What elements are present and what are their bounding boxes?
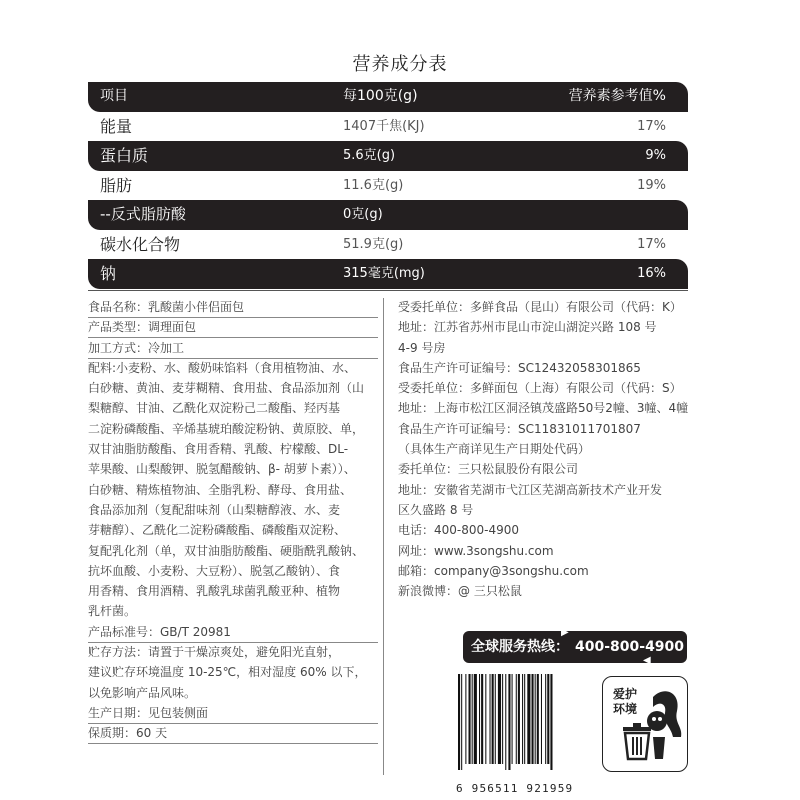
info-rule bbox=[88, 743, 378, 744]
header-item: 项目 bbox=[100, 88, 128, 104]
eco-line-2: 环境 bbox=[613, 702, 638, 716]
row-name: 能量 bbox=[100, 116, 133, 136]
info-line: 产品标准号：GB/T 20981 bbox=[88, 624, 231, 639]
row-name: 碳水化合物 bbox=[100, 234, 181, 254]
info-line: 芽糖醇）、乙酰化二淀粉磷酸酯、磷酸酯双淀粉、 bbox=[88, 523, 347, 538]
info-line: 抗坏血酸、小麦粉、大豆粉）、脱氢乙酸钠）、食 bbox=[88, 563, 341, 578]
barcode-bar bbox=[541, 674, 542, 764]
barcode-bar bbox=[502, 674, 503, 764]
info-line: 食品名称：乳酸菌小伴侣面包 bbox=[88, 300, 245, 314]
info-line: 食品生产许可证编号：SC11831011701807 bbox=[398, 421, 641, 436]
nutrition-row-protein bbox=[88, 141, 688, 171]
info-line: 委托单位：三只松鼠股份有限公司 bbox=[398, 462, 579, 477]
info-line: 用香精、食用酒精、乳酸乳球菌乳酸亚种、植物 bbox=[88, 584, 341, 599]
header-per: 每100克(g) bbox=[343, 88, 418, 104]
info-rule bbox=[88, 642, 378, 643]
nutrition-row-sodium bbox=[88, 259, 688, 289]
barcode-bar bbox=[532, 674, 534, 764]
info-line: 受委托单位：多鲜食品（昆山）有限公司（代码：K） bbox=[398, 300, 682, 314]
barcode-bar bbox=[535, 674, 536, 764]
info-line: 苹果酸、山梨酸钾、脱氢醋酸钠、β- 胡萝卜素））、 bbox=[88, 462, 356, 477]
barcode-bar bbox=[490, 674, 491, 764]
eco-badge bbox=[602, 676, 688, 772]
nutrition-row-fat bbox=[88, 171, 688, 201]
barcode-bar bbox=[518, 674, 520, 764]
info-line: 电话：400-800-4900 bbox=[398, 523, 520, 538]
row-name: --反式脂肪酸 bbox=[100, 205, 186, 223]
header-nrv: 营养素参考值% bbox=[568, 88, 666, 104]
nutrition-title: 营养成分表 bbox=[352, 54, 448, 75]
info-line: 加工方式：冷加工 bbox=[88, 340, 185, 355]
info-rule bbox=[88, 358, 378, 359]
info-line: 梨糖醇、甘油、乙酰化双淀粉己二酸酯、羟丙基 bbox=[88, 401, 341, 416]
barcode-number: 6 956511 921959 bbox=[456, 782, 574, 795]
arrow-left-icon: ◀ bbox=[643, 655, 651, 666]
hotline-label: 全球服务热线： bbox=[471, 639, 569, 655]
barcode-bar bbox=[550, 674, 552, 770]
barcode-bar bbox=[545, 674, 546, 764]
info-line: 保质期：60 天 bbox=[88, 726, 168, 741]
service-hotline-banner bbox=[463, 627, 687, 666]
info-line: 地址：江苏省苏州市昆山市淀山湖淀兴路 108 号 bbox=[398, 320, 657, 335]
row-nrv: 17% bbox=[637, 118, 666, 134]
row-value: 51.9克(g) bbox=[343, 236, 404, 252]
info-line: 建议贮存环境温度 10-25℃，相对湿度 60% 以下， bbox=[88, 665, 367, 680]
info-line: 双甘油脂肪酸酯、食用香精、乳酸、柠檬酸、DL- bbox=[88, 442, 349, 457]
row-value: 0克(g) bbox=[343, 207, 383, 222]
barcode-bar bbox=[495, 674, 496, 764]
info-line: 生产日期：见包装侧面 bbox=[88, 705, 209, 720]
row-value: 11.6克(g) bbox=[343, 177, 404, 193]
info-line: 区久盛路 8 号 bbox=[398, 502, 474, 517]
barcode-bar bbox=[469, 674, 471, 764]
row-nrv: 16% bbox=[637, 266, 666, 281]
barcode-bar bbox=[485, 674, 486, 764]
nutrition-row-energy bbox=[88, 112, 688, 142]
row-name: 钠 bbox=[100, 264, 117, 283]
row-nrv: 9% bbox=[645, 148, 666, 163]
column-divider bbox=[383, 298, 384, 775]
barcode-bar bbox=[547, 674, 549, 764]
nutrition-row-trans-fat bbox=[88, 200, 688, 230]
info-line: 复配乳化剂（单，双甘油脂肪酸酯、硬脂酰乳酸钠、 bbox=[88, 543, 365, 558]
barcode-bar bbox=[516, 674, 517, 764]
barcode-bar bbox=[508, 674, 510, 770]
info-line: 二淀粉磷酸酯、辛烯基琥珀酸淀粉钠、黄原胶、单， bbox=[88, 421, 365, 436]
info-line: 乳杆菌。 bbox=[88, 604, 137, 619]
barcode-bar bbox=[498, 674, 501, 764]
eco-line-1: 爱护 bbox=[613, 687, 638, 701]
info-line: 贮存方法：请置于干燥凉爽处，避免阳光直射， bbox=[88, 645, 341, 660]
info-line: 4-9 号房 bbox=[398, 340, 446, 355]
row-value: 5.6克(g) bbox=[343, 148, 396, 163]
nutrition-table bbox=[88, 82, 688, 289]
row-name: 蛋白质 bbox=[100, 146, 149, 165]
table-divider bbox=[88, 290, 688, 291]
row-value: 315毫克(mg) bbox=[343, 266, 425, 281]
row-nrv: 19% bbox=[637, 177, 666, 193]
barcode-bar bbox=[522, 674, 523, 764]
info-rule bbox=[88, 317, 378, 318]
info-rule bbox=[88, 723, 378, 724]
info-line: 地址：上海市松江区洞泾镇茂盛路50号2幢、3幢、4幢 bbox=[398, 401, 689, 416]
info-line: 配料:小麦粉、水、酸奶味馅料（食用植物油、水、 bbox=[88, 360, 357, 375]
barcode-bar bbox=[472, 674, 473, 764]
info-line: 邮箱：company@3songshu.com bbox=[398, 563, 589, 578]
nutrition-row-carbohydrate bbox=[88, 230, 688, 260]
arrow-right-icon: ▶ bbox=[561, 627, 569, 638]
manufacturer-info-column bbox=[398, 297, 698, 601]
row-value: 1407千焦(KJ) bbox=[343, 118, 425, 134]
barcode-bar bbox=[481, 674, 483, 764]
barcode bbox=[456, 674, 588, 770]
row-name: 脂肪 bbox=[100, 175, 133, 195]
info-line: 食品添加剂（复配甜味剂（山梨糖醇液、水、麦 bbox=[88, 502, 341, 517]
row-nrv: 17% bbox=[637, 236, 666, 252]
info-line: 白砂糖、精炼植物油、全脂乳粉、酵母、食用盐、 bbox=[88, 482, 353, 497]
info-line: 网址：www.3songshu.com bbox=[398, 543, 554, 558]
barcode-bar bbox=[505, 674, 506, 770]
barcode-bar bbox=[474, 674, 477, 764]
barcode-bar bbox=[524, 674, 525, 764]
info-line: 以免影响产品风味。 bbox=[88, 685, 197, 700]
info-line: 白砂糖、黄油、麦芽糊精、食用盐、食品添加剂（山 bbox=[88, 381, 365, 396]
barcode-bar bbox=[465, 674, 466, 764]
nutrition-header-row bbox=[88, 82, 688, 112]
trash-bin-squirrel-icon bbox=[603, 677, 687, 771]
info-line: 地址：安徽省芜湖市弋江区芜湖高新技术产业开发 bbox=[398, 482, 663, 497]
barcode-bar bbox=[458, 674, 460, 770]
barcode-bar bbox=[492, 674, 494, 764]
info-line: 受委托单位：多鲜面包（上海）有限公司（代码：S） bbox=[398, 381, 682, 396]
info-line: 食品生产许可证编号：SC12432058301865 bbox=[398, 360, 641, 375]
barcode-bar bbox=[461, 674, 462, 770]
product-info-column bbox=[88, 297, 378, 744]
info-line: （具体生产商详见生产日期处代码） bbox=[398, 442, 591, 457]
info-rule bbox=[88, 337, 378, 338]
barcode-bar bbox=[479, 674, 480, 764]
barcode-bar bbox=[527, 674, 530, 764]
barcode-bar bbox=[537, 674, 539, 764]
info-line: 产品类型：调理面包 bbox=[88, 320, 197, 335]
barcode-bar bbox=[512, 674, 513, 764]
info-line: 新浪微博：@ 三只松鼠 bbox=[398, 584, 522, 599]
hotline-number: 400-800-4900 bbox=[575, 639, 685, 655]
